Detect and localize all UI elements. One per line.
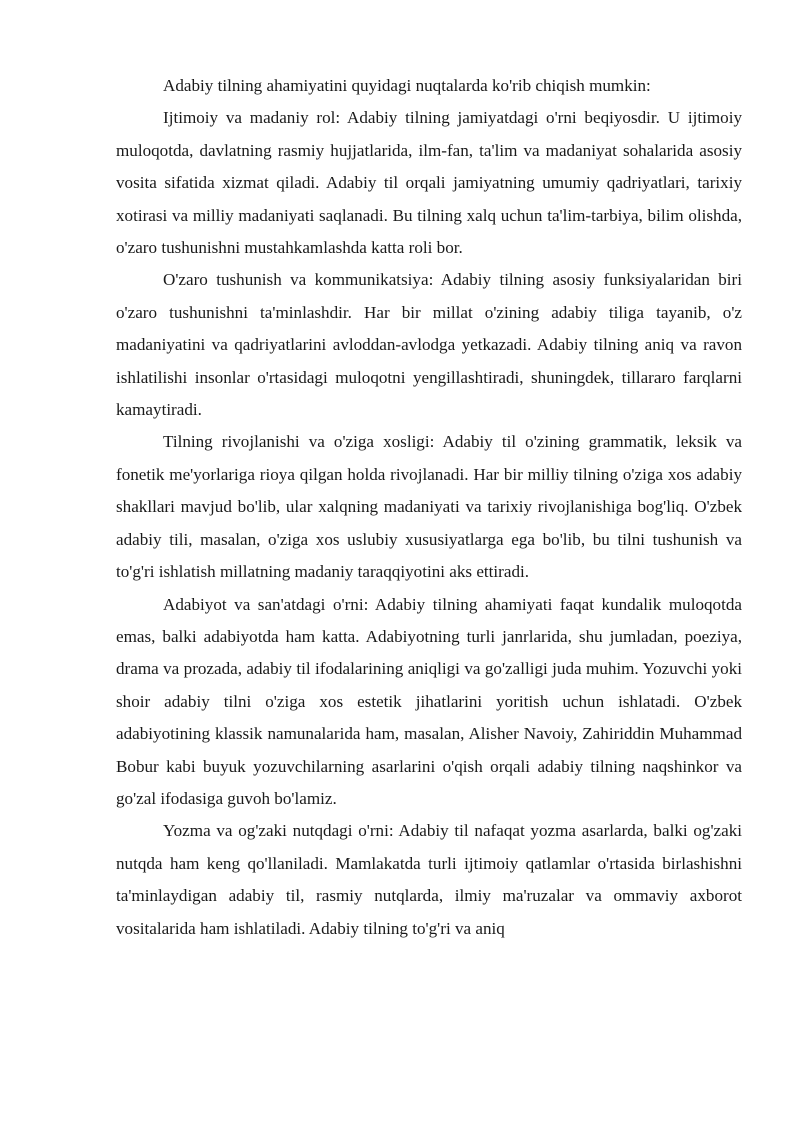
paragraph-written-oral-speech: Yozma va og'zaki nutqdagi o'rni: Adabiy til nafaqat yozma asarlarda, balki og'zaki nutqda ham keng qo'llaniladi. Mamlakatda turli ijtimoiy qatlamlar o'rtasida birlashishni ta'minlaydigan adabiy til, rasmiy nutqlarda, ilmiy ma'ruzalar va ommaviy axborot vositalarida ham ishlatiladi. Adabiy tilning to'g'ri va aniq — [116, 821, 742, 938]
paragraph-intro: Adabiy tilning ahamiyatini quyidagi nuqtalarda ko'rib chiqish mumkin: — [163, 76, 651, 95]
paragraph-mutual-understanding: O'zaro tushunish va kommunikatsiya: Adabiy tilning asosiy funksiyalaridan biri o'zaro tushunishni ta'minlashdir. Har bir millat o'zining adabiy tiliga tayanib, o'z madaniyatini va qadriyatlarini avloddan-avlodga yetkazadi. Adabiy tilning aniq va ravon ishlatilishi insonlar o'rtasidagi muloqotni yengillashtiradi, shuningdek, tillararo farqlarni kamaytiradi. — [116, 270, 742, 420]
paragraph-literature-art: Adabiyot va san'atdagi o'rni: Adabiy tilning ahamiyati faqat kundalik muloqotda emas, balki adabiyotda ham katta. Adabiyotning turli janrlarida, shu jumladan, poeziya, drama va prozada, adabiy til ifodalarining aniqligi va go'zalligi juda muhim. Yozuvchi yoki shoir adabiy tilni o'ziga xos estetik jihatlarini yoritish uchun ishlatadi. O'zbek adabiyotining klassik namunalarida ham, masalan, Alisher Navoiy, Zahiriddin Muhammad Bobur kabi buyuk yozuvchilarning asarlarini o'qish orqali adabiy tilning naqshinkor va go'zal ifodasiga guvoh bo'lamiz. — [116, 594, 742, 808]
paragraph-language-development: Tilning rivojlanishi va o'ziga xosligi: Adabiy til o'zining grammatik, leksik va fonetik me'yorlariga rioya qilgan holda rivojlanadi. Har bir milliy tilning o'ziga xos adabiy shakllari mavjud bo'lib, ular xalqning madaniyati va tarixiy rivojlanishiga bog'liq. O'zbek adabiy tili, masalan, o'ziga xos uslubiy xususiyatlarga ega bo'lib, bu tilni tushunish va to'g'ri ishlatish millatning madaniy taraqqiyotini aks ettiradi. — [116, 432, 742, 582]
document-page — [116, 70, 742, 945]
paragraph-social-cultural-role: Ijtimoiy va madaniy rol: Adabiy tilning jamiyatdagi o'rni beqiyosdir. U ijtimoiy muloqotda, davlatning rasmiy hujjatlarida, ilm-fan, ta'lim va madaniyat sohalarida asosiy vosita sifatida xizmat qiladi. Adabiy til orqali jamiyatning umumiy qadriyatlari, tarixiy xotirasi va milliy madaniyati saqlanadi. Bu tilning xalq uchun ta'lim-tarbiya, bilim olishda, o'zaro tushunishni mustahkamlashda katta roli bor. — [116, 108, 742, 258]
